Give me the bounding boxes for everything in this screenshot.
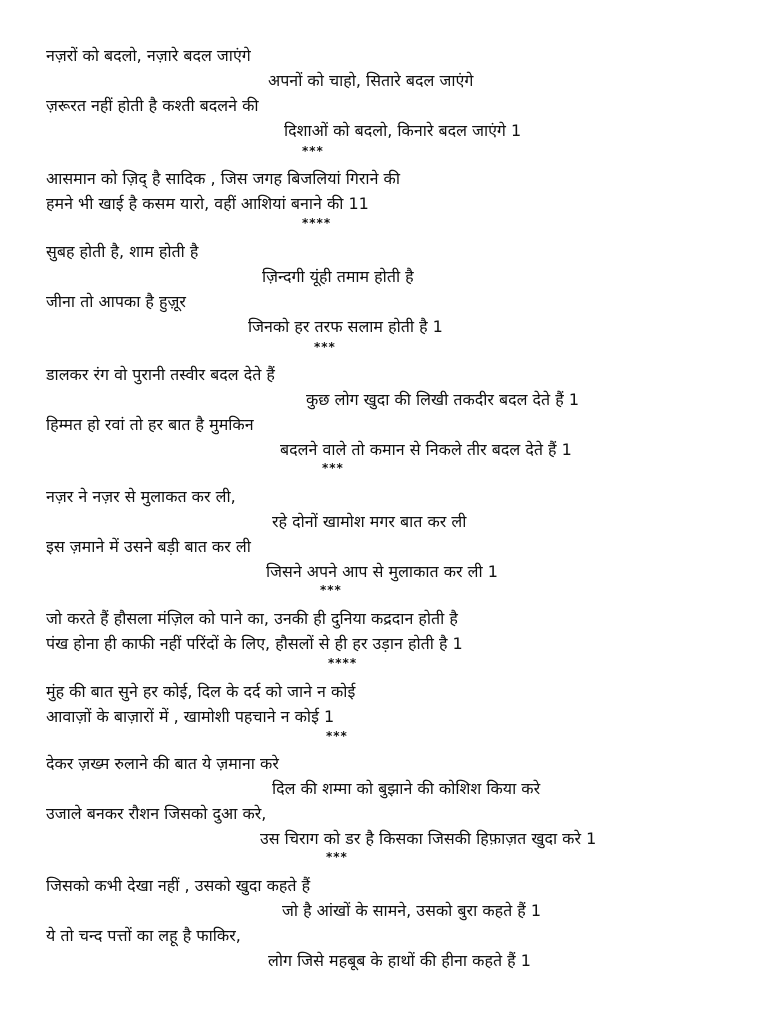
stanza-separator: *** [320, 583, 342, 597]
verse-line: सुबह होती है, शाम होती है [46, 242, 199, 261]
verse-line: हिम्मत हो रवां तो हर बात है मुमकिन [46, 415, 254, 434]
verse-line: ज़रूरत नहीं होती है कश्ती बदलने की [46, 96, 259, 115]
verse-line: ये तो चन्द पत्तों का लहू है फाकिर, [46, 926, 241, 945]
verse-line: दिल की शम्मा को बुझाने की कोशिश किया करे [272, 779, 541, 798]
verse-line: इस ज़माने में उसने बड़ी बात कर ली [46, 537, 251, 556]
verse-line: नज़र ने नज़र से मुलाकत कर ली, [46, 487, 236, 506]
verse-line: पंख होना ही काफी नहीं परिंदों के लिए, हौसलों से ही हर उड़ान होती है 1 [46, 634, 463, 653]
verse-line: जिसको कभी देखा नहीं , उसको खुदा कहते हैं [46, 876, 311, 895]
verse-line: लोग जिसे महबूब के हाथों की हीना कहते हैं 1 [268, 951, 531, 970]
verse-line: नज़रों को बदलो, नज़ारे बदल जाएंगे [46, 46, 251, 65]
stanza-separator: *** [314, 340, 336, 354]
verse-line: बदलने वाले तो कमान से निकले तीर बदल देते हैं 1 [280, 440, 572, 459]
verse-line: जीना तो आपका है हुज़ूर [46, 292, 186, 311]
stanza-separator: *** [326, 850, 348, 864]
verse-line: उस चिराग को डर है किसका जिसकी हिफ़ाज़त खुदा करे 1 [260, 829, 597, 848]
verse-line: जिसने अपने आप से मुलाकात कर ली 1 [266, 562, 498, 581]
verse-line: आवाज़ों के बाज़ारों में , खामोशी पहचाने न कोई 1 [46, 707, 335, 726]
stanza-separator: *** [326, 729, 348, 743]
verse-line: जो है आंखों के सामने, उसको बुरा कहते हैं 1 [282, 901, 542, 920]
verse-line: रहे दोनों खामोश मगर बात कर ली [272, 512, 467, 531]
verse-line: अपनों को चाहो, सितारे बदल जाएंगे [268, 71, 474, 90]
stanza-separator: **** [302, 216, 332, 230]
verse-line: जिनको हर तरफ सलाम होती है 1 [248, 317, 443, 336]
verse-line: दिशाओं को बदलो, किनारे बदल जाएंगे 1 [284, 121, 522, 140]
verse-line: हमने भी खाई है कसम यारो, वहीं आशियां बनाने की 11 [46, 194, 369, 213]
stanza-separator: *** [322, 461, 344, 475]
verse-line: कुछ लोग खुदा की लिखी तकदीर बदल देते हैं 1 [306, 390, 580, 409]
verse-line: डालकर रंग वो पुरानी तस्वीर बदल देते हैं [46, 365, 275, 384]
verse-line: आसमान को ज़िद् है सादिक , जिस जगह बिजलियां गिराने की [46, 169, 400, 188]
verse-line: ज़िन्दगी यूंही तमाम होती है [262, 267, 414, 286]
verse-line: देकर ज़ख्म रुलाने की बात ये ज़माना करे [46, 754, 279, 773]
verse-line: मुंह की बात सुने हर कोई, दिल के दर्द को जाने न कोई [46, 682, 356, 701]
stanza-separator: **** [328, 656, 358, 670]
verse-line: जो करते हैं हौसला मंज़िल को पाने का, उनकी ही दुनिया कद्रदान होती है [46, 609, 458, 628]
verse-line: उजाले बनकर रौशन जिसको दुआ करे, [46, 804, 267, 823]
stanza-separator: *** [302, 144, 324, 158]
